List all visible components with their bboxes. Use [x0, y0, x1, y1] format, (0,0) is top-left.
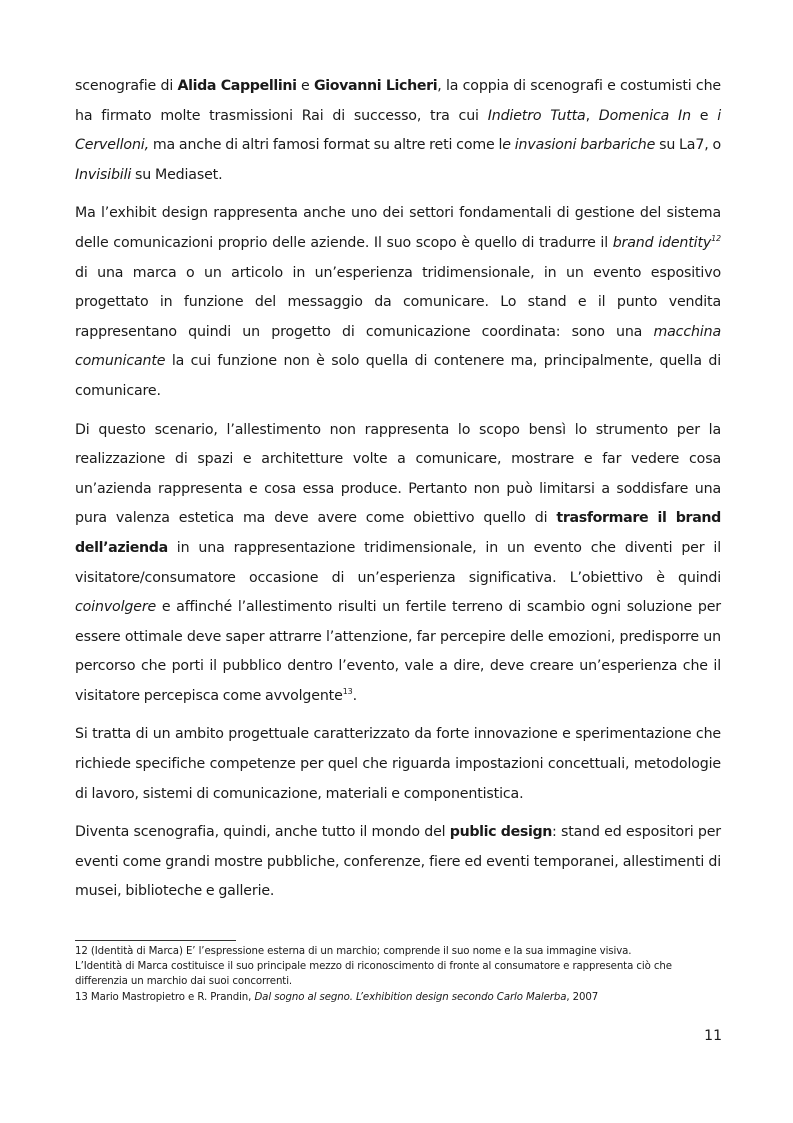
- footnote-13-suffix: , 2007: [566, 991, 599, 1003]
- text-run: ma anche di altri famosi format su altre reti come l: [148, 137, 503, 154]
- text-run: e: [690, 107, 718, 124]
- text-run: su La7, o: [655, 137, 721, 154]
- paragraph-1: [75, 72, 721, 190]
- footnote-12-continuation: [75, 959, 725, 989]
- text-run: di una marca o un articolo in un’esperienza tridimensionale, in un evento espositivo progettato in funzione del messaggio da comunicare. Lo stand e il punto vendita rappresentano quindi un progetto di comunicazione coordinata: sono una: [75, 264, 721, 340]
- text-run: in una rappresentazione tridimensionale, in un evento che diventi per il visitatore/consumatore occasione di un’esperienza significativa. L’obiettivo è quindi: [75, 539, 721, 586]
- text-run: ,: [585, 107, 599, 124]
- text-run: Diventa scenografia, quindi, anche tutto il mondo del: [75, 824, 450, 841]
- text-run: e affinché l’allestimento risulti un fertile terreno di scambio ogni soluzione per essere ottimale deve saper attrarre l’attenzione, far percepire delle emozioni, predisporre un percorso che porti il pubblico dentro l’evento, vale a dire, deve creare un’esperienza che il visitatore percepisca come avvolgente: [75, 599, 721, 704]
- footnote-separator: [75, 940, 236, 941]
- term-brand-identity: brand identity: [612, 234, 712, 251]
- text-run: , la coppia di scenografi e costumisti che ha firmato molte trasmissioni Rai di successo, tra cui: [75, 78, 721, 124]
- term-macchina-comunicante: macchina comunicante: [75, 323, 721, 370]
- text-run: : stand ed espositori per eventi come grandi mostre pubbliche, conferenze, fiere ed eventi temporanei, allestimenti di musei, biblioteche e gallerie.: [75, 824, 721, 900]
- title-domenica-in: Domenica In: [598, 107, 691, 124]
- paragraph-2: [75, 199, 721, 406]
- footnote-13-title: Dal sogno al segno. L’exhibition design secondo Carlo Malerba: [254, 991, 567, 1003]
- paragraph-3: [75, 416, 721, 712]
- footnotes: [75, 944, 725, 1005]
- text-run: Di questo scenario, l’allestimento non rappresenta lo scopo bensì lo strumento per la realizzazione di spazi e architetture volte a comunicare, mostrare e far vedere cosa un’azienda rappresenta e cosa essa produce. Pertanto non può limitarsi a soddisfare una pura valenza estetica ma deve avere come obiettivo quello di: [75, 421, 721, 527]
- title-invisibili: Invisibili: [75, 166, 132, 183]
- footnote-ref-12: 12: [711, 233, 721, 243]
- footnote-13: [75, 990, 725, 1005]
- text-run: scenografie di: [75, 78, 178, 94]
- title-indietro-tutta: Indietro Tutta: [487, 107, 586, 124]
- text-run: Si tratta di un ambito progettuale caratterizzato da forte innovazione e sperimentazione che richiede specifiche competenze per quel che riguarda impostazioni concettuali, metodologie di lavoro, sistemi di comunicazione, materiali e componentistica.: [75, 726, 721, 802]
- name-giovanni-licheri: Giovanni Licheri: [313, 78, 438, 94]
- paragraph-4: [75, 720, 721, 809]
- title-i-cervelloni: i Cervelloni,: [75, 107, 721, 154]
- paragraph-5: [75, 818, 721, 907]
- body-text: [75, 72, 721, 916]
- name-alida-cappellini: Alida Cappellini: [177, 78, 297, 94]
- page-number: 11: [704, 1028, 722, 1044]
- text-run: e: [296, 78, 314, 94]
- text-run: .: [352, 687, 357, 704]
- footnote-12-line-1: 12 (Identità di Marca) E’ l’espressione esterna di un marchio; comprende il suo nome e la sua immagine visiva.: [75, 946, 632, 957]
- emphasis-trasformare-brand: trasformare il brand dell’azienda: [75, 510, 721, 556]
- text-run: la cui funzione non è solo quella di contenere ma, principalmente, quella di comunicare.: [75, 353, 721, 399]
- footnote-12: [75, 944, 725, 959]
- text-run: su Mediaset.: [131, 166, 223, 183]
- footnote-13-prefix: 13 Mario Mastropietro e R. Prandin,: [75, 991, 255, 1003]
- term-coinvolgere: coinvolgere: [75, 599, 157, 616]
- emphasis-public-design: public design: [449, 824, 553, 841]
- text-run: Ma l’exhibit design rappresenta anche uno dei settori fondamentali di gestione del sistema delle comunicazioni proprio delle aziende. Il suo scopo è quello di tradurre il: [75, 205, 721, 251]
- title-invasioni-barbariche: e invasioni barbariche: [502, 137, 656, 154]
- footnote-12-line-2: L’Identità di Marca costituisce il suo principale mezzo di riconoscimento di fronte al consumatore e rappresenta ciò che differenzia un marchio dai suoi concorrenti.: [75, 961, 672, 988]
- footnote-ref-13: 13: [342, 686, 353, 696]
